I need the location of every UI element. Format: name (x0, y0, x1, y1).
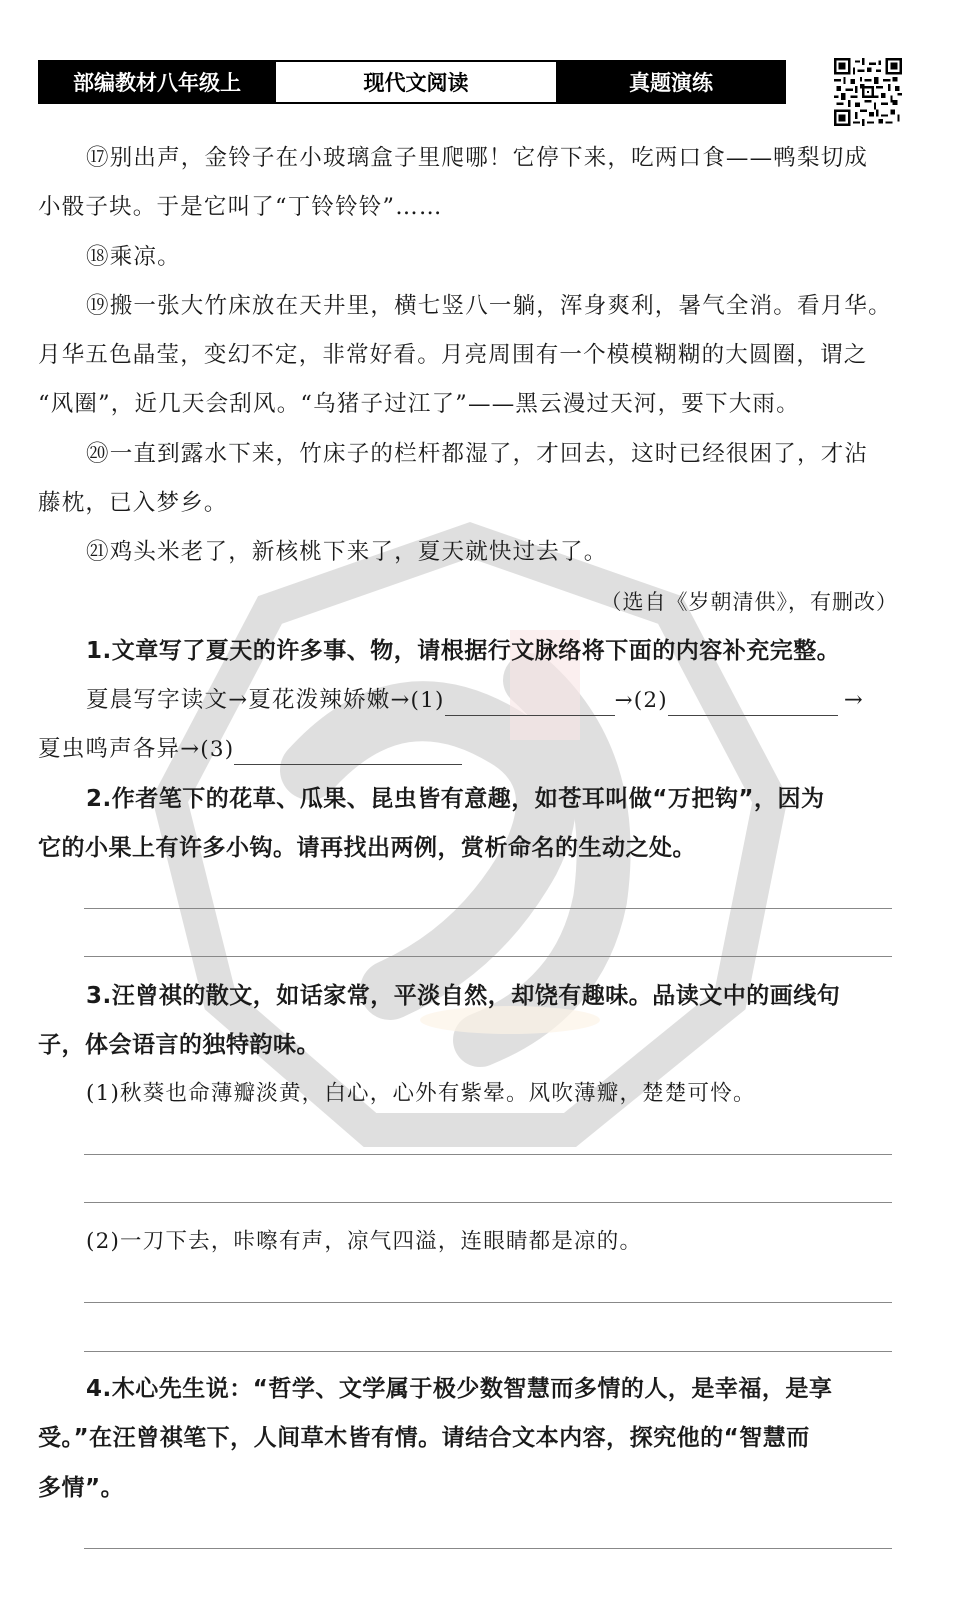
answer-line[interactable] (84, 908, 892, 909)
page-header (38, 60, 786, 104)
question-3-line-1: 3.汪曾祺的散文，如话家常，平淡自然，却饶有趣味。品读文中的画线句 (86, 983, 841, 1009)
q1-sequence-start: 夏晨写字读文→夏花泼辣娇嫩→ (86, 687, 411, 713)
q1-mark-2: →(2) (614, 688, 668, 713)
answer-line[interactable] (84, 1351, 892, 1352)
paragraph-20-line-2: 藤枕，已入梦乡。 (38, 490, 228, 516)
question-4-line-2: 受。”在汪曾祺笔下，人间草木皆有情。请结合文本内容，探究他的“智慧而 (38, 1425, 810, 1451)
question-3-line-2: 子，体会语言的独特韵味。 (38, 1032, 320, 1058)
header-grade: 部编教材八年级上 (40, 62, 274, 102)
q1-answer-blank-1[interactable] (445, 691, 615, 716)
answer-line[interactable] (84, 1302, 892, 1303)
question-4-line-3: 多情”。 (38, 1475, 125, 1501)
q1-answer-blank-3[interactable] (234, 740, 462, 765)
question-3-sub-2: (2)一刀下去，咔嚓有声，凉气四溢，连眼睛都是凉的。 (86, 1229, 643, 1254)
question-1: 1.文章写了夏天的许多事、物，请根据行文脉络将下面的内容补充完整。 (86, 638, 841, 664)
qr-code-icon (834, 58, 902, 126)
question-3-sub-1: (1)秋葵也命薄瓣淡黄，白心，心外有紫晕。风吹薄瓣，楚楚可怜。 (86, 1081, 756, 1106)
answer-line[interactable] (84, 956, 892, 957)
q1-mark-1: (1) (410, 688, 445, 713)
question-2-line-2: 它的小果上有许多小钩。请再找出两例，赏析命名的生动之处。 (38, 835, 696, 861)
q1-arrow: → (843, 687, 864, 713)
paragraph-21: ㉑鸡头米老了，新核桃下来了，夏天就快过去了。 (86, 539, 608, 565)
answer-line[interactable] (84, 1154, 892, 1155)
paragraph-19-line-3: “风圈”，近几天会刮风。“乌猪子过江了”——黑云漫过天河，要下大雨。 (38, 391, 800, 417)
header-topic: 现代文阅读 (274, 62, 558, 102)
paragraph-20-line-1: ⑳一直到露水下来，竹床子的栏杆都湿了，才回去，这时已经很困了，才沾 (86, 441, 869, 467)
answer-line[interactable] (84, 1202, 892, 1203)
question-4-line-1: 4.木心先生说：“哲学、文学属于极少数智慧而多情的人，是幸福，是享 (86, 1376, 833, 1402)
question-1-fill-line-2 (38, 734, 462, 765)
question-2-line-1: 2.作者笔下的花草、瓜果、昆虫皆有意趣，如苍耳叫做“万把钩”，因为 (86, 786, 825, 812)
q1-sequence-continue: 夏虫鸣声各异→ (38, 736, 201, 762)
header-section: 真题演练 (558, 62, 784, 102)
q1-mark-3: (3) (200, 737, 235, 762)
paragraph-18: ⑱乘凉。 (86, 244, 181, 270)
paragraph-17-line-2: 小骰子块。于是它叫了“丁铃铃铃”…… (38, 194, 443, 220)
paragraph-19-line-2: 月华五色晶莹，变幻不定，非常好看。月亮周围有一个模模糊糊的大圆圈，谓之 (38, 342, 868, 368)
question-1-fill-line-1 (86, 685, 864, 716)
answer-line[interactable] (84, 1548, 892, 1549)
paragraph-19-line-1: ⑲搬一张大竹床放在天井里，横七竖八一躺，浑身爽利，暑气全消。看月华。 (86, 293, 892, 319)
q1-answer-blank-2[interactable] (668, 691, 838, 716)
paragraph-17-line-1: ⑰别出声，金铃子在小玻璃盒子里爬哪！它停下来，吃两口食——鸭梨切成 (86, 145, 869, 171)
source-citation: （选自《岁朝清供》，有删改） (600, 590, 898, 614)
